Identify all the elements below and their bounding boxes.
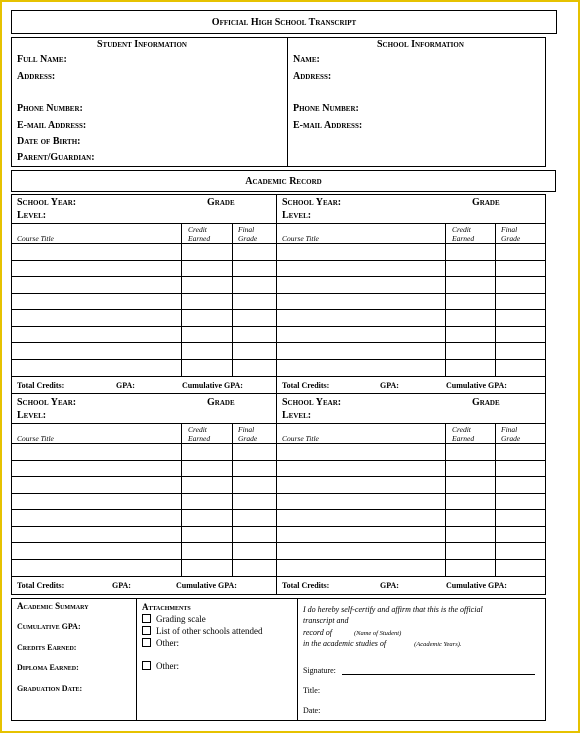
grade-label: Grade (207, 197, 235, 208)
grade-label: Grade (472, 197, 500, 208)
school-phone-label: Phone Number: (293, 103, 359, 114)
level-label: Level: (282, 210, 312, 221)
school-year-label: School Year: (17, 197, 77, 208)
attachment-label: Other: (156, 638, 179, 648)
attachments-heading: Attachments (142, 602, 191, 612)
school-address-label: Address: (293, 71, 332, 82)
title-label: Title: (303, 686, 321, 695)
academic-summary-heading: Academic Summary (17, 601, 89, 611)
credits-earned-label: Credits Earned: (17, 643, 77, 652)
gpa-label: GPA: (116, 381, 135, 390)
level-label: Level: (17, 210, 47, 221)
certification-text-line-3: record of (Name of Student) (303, 628, 402, 637)
gpa-label: GPA: (112, 581, 131, 590)
final-grade-header: Final Grade (501, 225, 521, 243)
school-info-heading: School Information (377, 39, 464, 50)
school-name-label: Name: (293, 54, 320, 65)
date-label: Date: (303, 706, 321, 715)
checkbox[interactable] (142, 638, 151, 647)
certification-text-line-4: in the academic studies of (Academic Years). (303, 639, 462, 648)
checkbox[interactable] (142, 626, 151, 635)
name-of-student-hint: (Name of Student) (353, 630, 402, 637)
academic-record-title: Academic Record (245, 176, 322, 187)
title-bar (11, 10, 557, 34)
academic-years-hint: (Academic Years). (414, 641, 462, 648)
attachment-label: Grading scale (156, 614, 206, 624)
checkbox[interactable] (142, 614, 151, 623)
school-year-label: School Year: (282, 397, 342, 408)
total-credits-label: Total Credits: (282, 581, 330, 590)
school-year-label: School Year: (17, 397, 77, 408)
information-section (11, 37, 546, 167)
attachment-other[interactable] (142, 638, 179, 648)
school-year-label: School Year: (282, 197, 342, 208)
cumulative-gpa-label: Cumulative GPA: (176, 581, 237, 590)
signature-label: Signature: (303, 666, 336, 675)
date-of-birth-label: Date of Birth: (17, 136, 81, 147)
student-phone-label: Phone Number: (17, 103, 83, 114)
parent-guardian-label: Parent/Guardian: (17, 152, 95, 163)
level-label: Level: (17, 410, 47, 421)
summary-section (11, 598, 546, 721)
total-credits-label: Total Credits: (17, 381, 65, 390)
attachment-label: Other: (156, 661, 179, 671)
academic-record-grid (11, 194, 546, 595)
certification-text-line-1: I do hereby self-certify and affirm that this is the official (303, 605, 483, 614)
total-credits-label: Total Credits: (17, 581, 65, 590)
gpa-label: GPA: (380, 381, 399, 390)
final-grade-header: Final Grade (238, 225, 258, 243)
course-title-header: Course Title (17, 234, 54, 243)
grade-label: Grade (472, 397, 500, 408)
certification-text-line-2: transcript and (303, 616, 349, 625)
cumulative-gpa-label: Cumulative GPA: (182, 381, 243, 390)
level-label: Level: (282, 410, 312, 421)
attachment-label: List of other schools attended (156, 626, 263, 636)
credit-earned-header: Credit Earned (452, 225, 475, 243)
grade-label: Grade (207, 397, 235, 408)
diploma-earned-label: Diploma Earned: (17, 663, 79, 672)
student-email-label: E-mail Address: (17, 120, 87, 131)
course-title-header: Course Title (282, 234, 319, 243)
attachment-grading-scale[interactable] (142, 614, 206, 624)
credit-earned-header: Credit Earned (452, 425, 475, 443)
final-grade-header: Final Grade (238, 425, 258, 443)
full-name-label: Full Name: (17, 54, 67, 65)
total-credits-label: Total Credits: (282, 381, 330, 390)
graduation-date-label: Graduation Date: (17, 684, 83, 693)
cumulative-gpa-summary-label: Cumulative GPA: (17, 622, 81, 631)
course-title-header: Course Title (17, 434, 54, 443)
cumulative-gpa-label: Cumulative GPA: (446, 381, 507, 390)
attachment-other[interactable] (142, 661, 179, 671)
academic-record-bar (11, 170, 556, 192)
student-address-label: Address: (17, 71, 56, 82)
final-grade-header: Final Grade (501, 425, 521, 443)
course-title-header: Course Title (282, 434, 319, 443)
credit-earned-header: Credit Earned (188, 225, 211, 243)
gpa-label: GPA: (380, 581, 399, 590)
checkbox[interactable] (142, 661, 151, 670)
student-info-heading: Student Information (97, 39, 187, 50)
cumulative-gpa-label: Cumulative GPA: (446, 581, 507, 590)
page-title: Official High School Transcript (211, 17, 357, 28)
attachment-other-schools[interactable] (142, 626, 262, 636)
school-email-label: E-mail Address: (293, 120, 363, 131)
signature-line[interactable] (342, 674, 535, 675)
credit-earned-header: Credit Earned (188, 425, 211, 443)
